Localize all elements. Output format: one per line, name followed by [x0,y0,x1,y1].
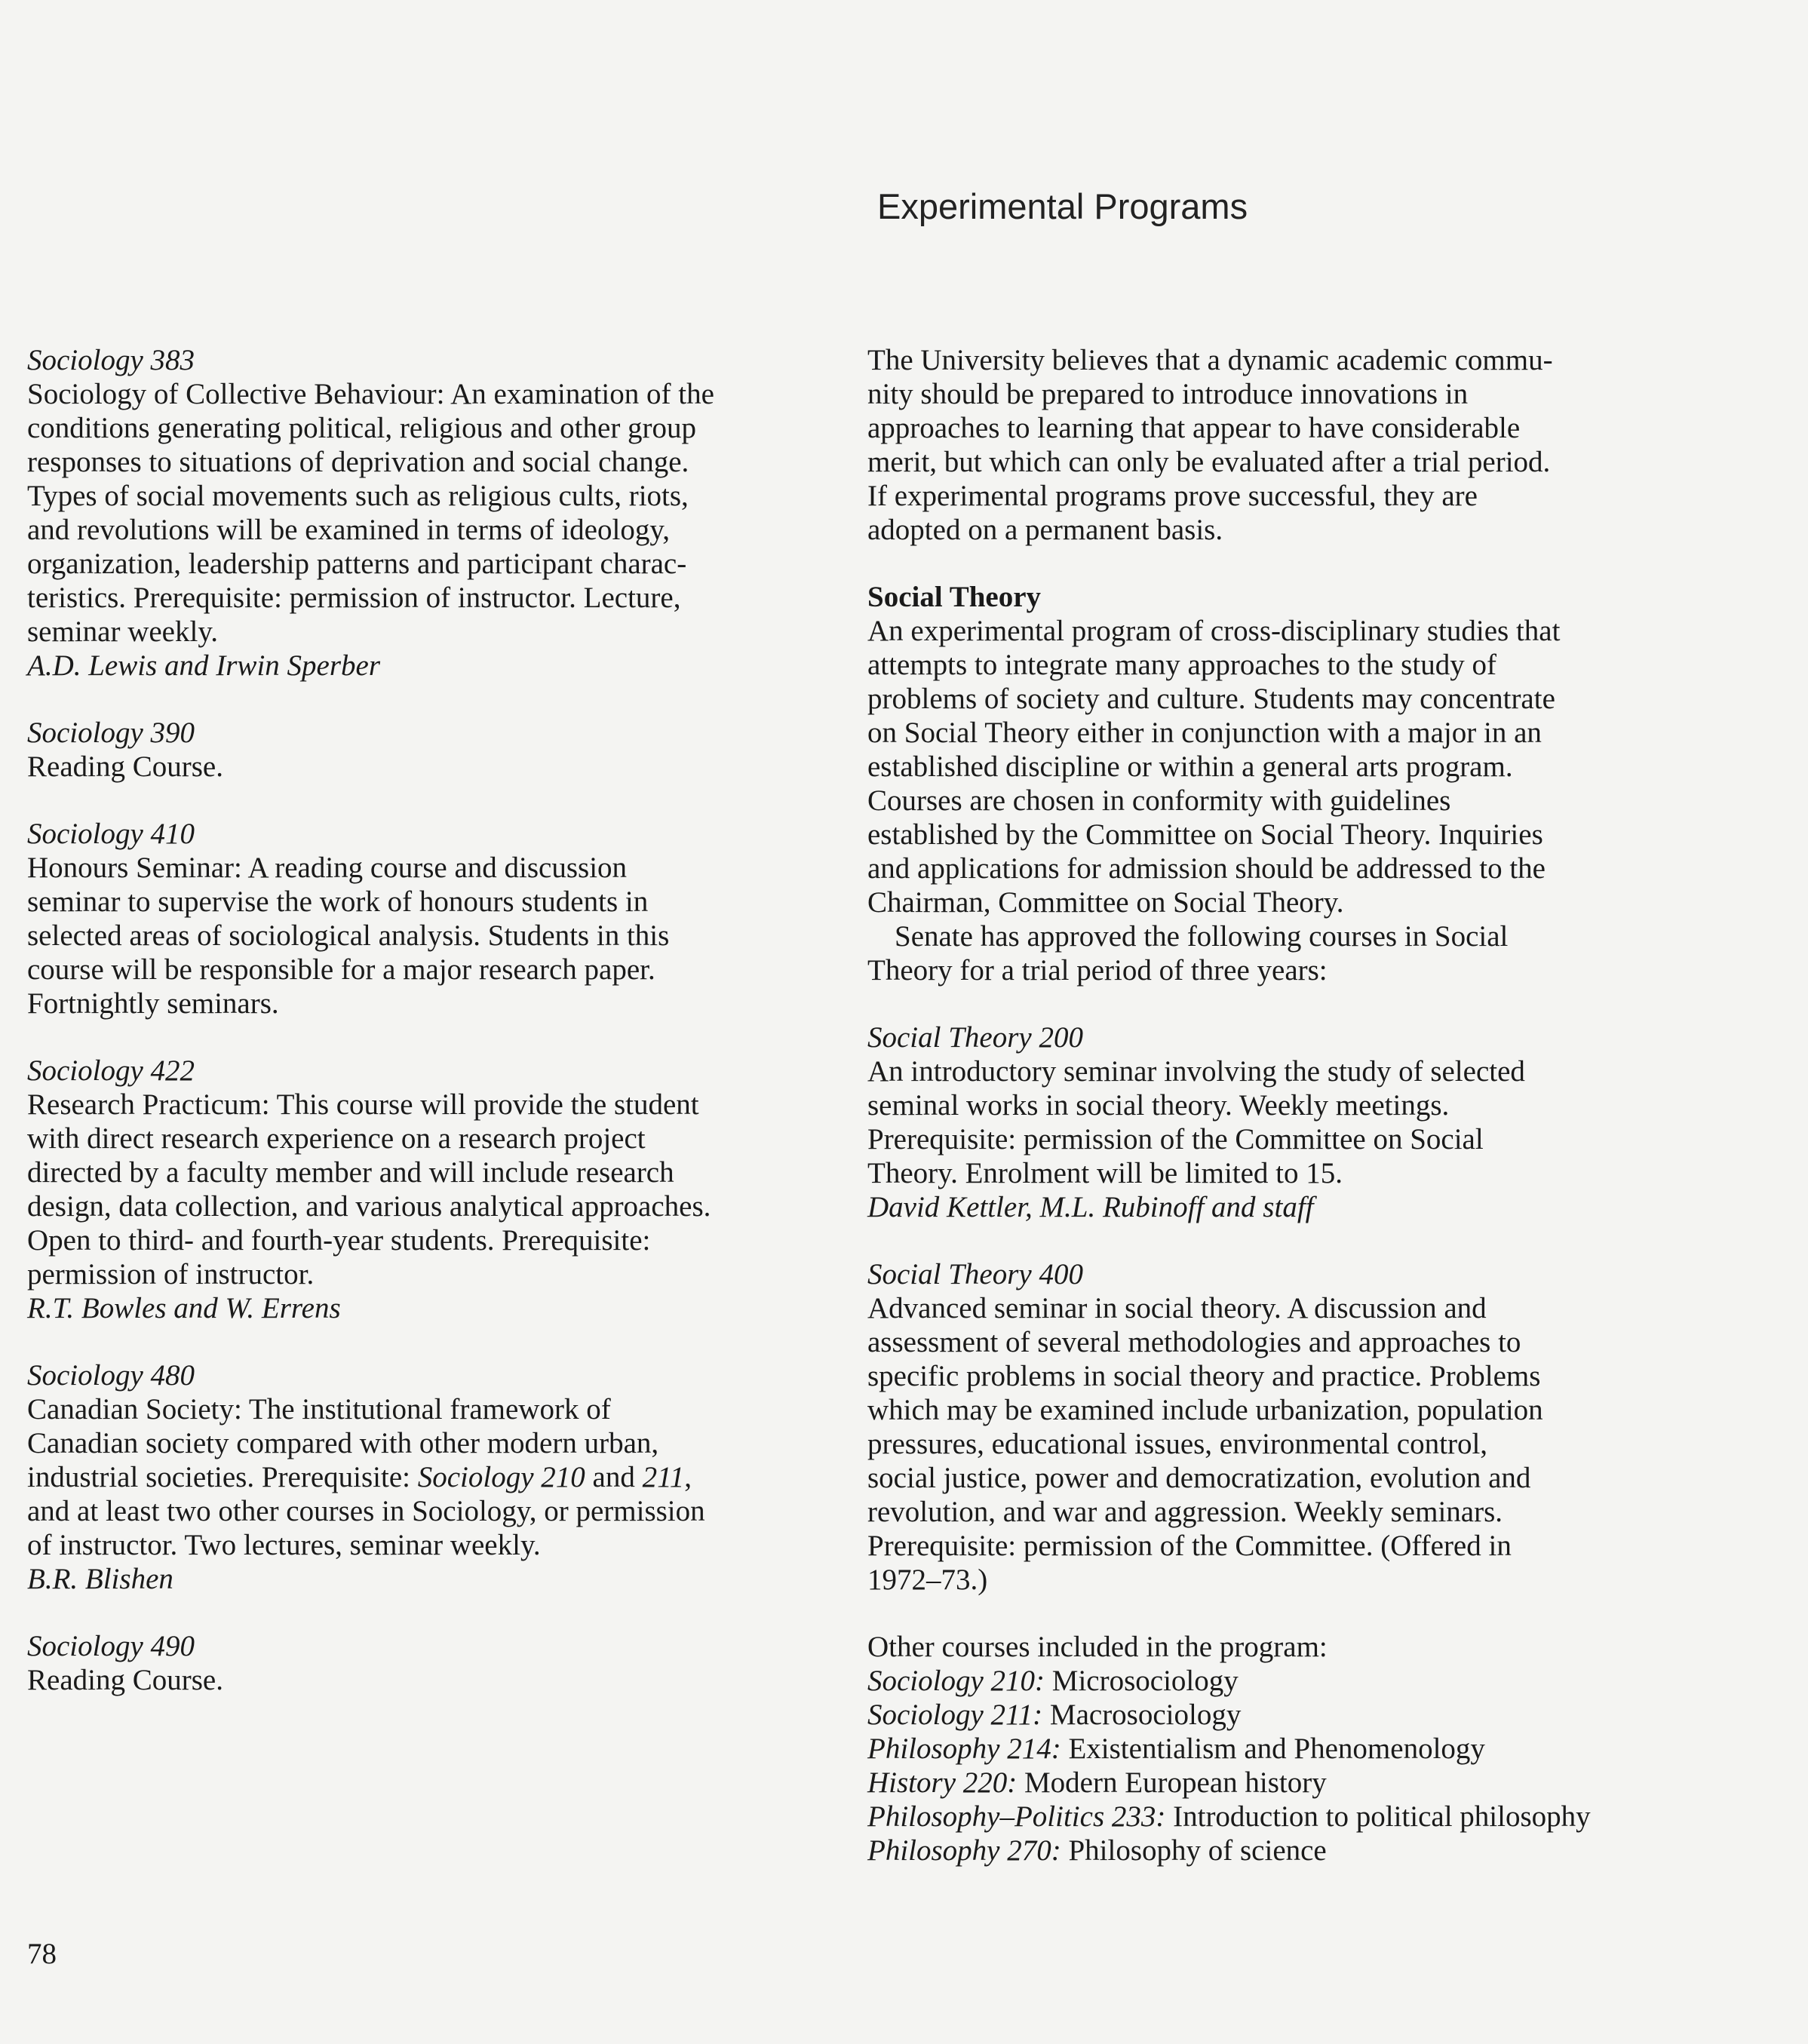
list-item [867,1664,1712,1698]
program-intro: The University believes that a dynamic academic commu- nity should be prepared to introduce innovations in approaches to learning that appear to have considerable merit, but which can only be evaluated after a trial period. If experimental programs prove successful, they are adopted on a permanent basis. [867,344,1553,546]
course-description: Sociology of Collective Behaviour: An examination of the conditions generating political, religious and other group responses to situations of deprivation and social change. Types of social movements such as religious cults, riots, and revolutions will be examined in terms of ideology, organization, leadership patterns and participant charac- teristics. Prerequisite: permission of instructor. Lecture, seminar weekly. [27,378,714,648]
course-code: Philosophy 270: [867,1834,1061,1867]
course-entry-social-theory-200 [867,1020,1712,1224]
list-item [867,1698,1712,1732]
course-title: Sociology 490 [27,1630,195,1662]
left-column [27,343,827,1730]
course-code: Philosophy 214: [867,1732,1061,1765]
program-heading: Social Theory [867,581,1042,613]
course-instructors: David Kettler, M.L. Rubinoff and staff [867,1191,1314,1223]
course-code: Sociology 211: [867,1699,1043,1731]
program-description: An experimental program of cross-disciplinary studies that attempts to integrate many approaches to the study of problems of society and culture. Students may concentrate on Social Theory either in conjunction with a major in an established discipline or within a general arts program. Courses are chosen in conformity with guidelines established by the Committee on Social Theory. Inquiries and applications for admission should be addressed to the Chairman, Committee on Social Theory. [867,615,1561,919]
description-text: Canadian Society: The institutional framework of Canadian society compared with other modern urban, industrial societies. Prerequisite: [27,1393,659,1493]
course-description: Reading Course. [27,1664,223,1696]
course-code: Philosophy–Politics 233: [867,1800,1166,1833]
senate-approval-text: Senate has approved the following courses in Social Theory for a trial period of three years: [867,920,1509,987]
course-code: History 220: [867,1766,1018,1799]
course-name: Microsociology [1045,1665,1239,1697]
section-title: Experimental Programs [877,186,1248,226]
course-description: An introductory seminar involving the study of selected seminal works in social theory. Weekly meetings. Prerequisite: permission of the Committee on Social Theory. Enrolment will be limited to 15. [867,1055,1525,1189]
course-code: Sociology 210: [867,1665,1045,1697]
description-text: , and at least two other courses in Sociology, or permission of instructor. Two lectures, seminar weekly. [27,1461,705,1561]
course-entry-social-theory-400 [867,1257,1712,1597]
course-entry-sociology-480 [27,1358,827,1596]
course-description: Research Practicum: This course will provide the student with direct research experience on a research project directed by a faculty member and will include research design, data collection, and various analytical approaches. Open to third- and fourth-year students. Prerequisite: permission of instructor. [27,1088,711,1291]
course-description: Reading Course. [27,750,223,783]
course-entry-sociology-422 [27,1054,827,1325]
course-entry-sociology-410 [27,817,827,1020]
course-reference: Sociology 210 [417,1461,585,1493]
course-instructors: R.T. Bowles and W. Errens [27,1292,341,1324]
list-item [867,1834,1712,1868]
course-instructors: A.D. Lewis and Irwin Sperber [27,649,380,682]
page-number: 78 [27,1938,57,1970]
course-title: Sociology 390 [27,717,195,749]
course-title: Sociology 480 [27,1359,195,1392]
course-title: Social Theory 400 [867,1258,1083,1291]
other-courses-heading: Other courses included in the program: [867,1631,1328,1663]
course-entry-sociology-390 [27,716,827,784]
list-item [867,1800,1712,1834]
course-name: Philosophy of science [1061,1834,1327,1867]
list-item [867,1766,1712,1800]
course-description: Honours Seminar: A reading course and discussion seminar to supervise the work of honours students in selected areas of sociological analysis. Students in this course will be responsible for a major research paper. Fortnightly seminars. [27,852,670,1020]
course-title: Sociology 383 [27,344,195,376]
course-reference: 211 [642,1461,685,1493]
course-title: Sociology 410 [27,818,195,850]
course-title: Social Theory 200 [867,1021,1083,1054]
course-name: Introduction to political philosophy [1165,1800,1591,1833]
course-name: Modern European history [1017,1766,1327,1799]
other-courses-list [867,1630,1712,1868]
list-item [867,1732,1712,1766]
course-entry-sociology-383 [27,343,827,683]
course-description [27,1392,827,1562]
course-entry-sociology-490 [27,1629,827,1697]
course-description: Advanced seminar in social theory. A discussion and assessment of several methodologies and approaches to specific problems in social theory and practice. Problems which may be examined include urbanization, population pressures, educational issues, environmental control, social justice, power and democratization, evolution and revolution, and war and aggression. Weekly seminars. Prerequisite: permission of the Committee. (Offered in 1972–73.) [867,1292,1543,1596]
right-column [867,343,1712,1868]
description-text: and [585,1461,643,1493]
course-instructors: B.R. Blishen [27,1563,173,1595]
course-name: Existentialism and Phenomenology [1061,1732,1485,1765]
course-title: Sociology 422 [27,1054,195,1087]
course-name: Macrosociology [1042,1699,1242,1731]
